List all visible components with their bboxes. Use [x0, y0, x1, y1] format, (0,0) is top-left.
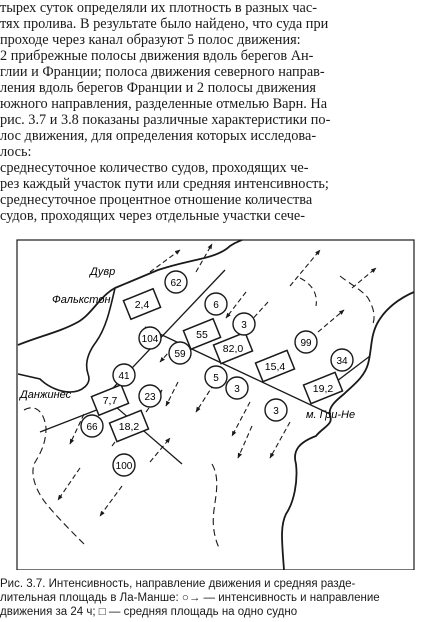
varne-shoal-contour: [212, 464, 220, 550]
area-box: [123, 289, 160, 320]
shoal-contour: [340, 276, 374, 326]
intensity-marker: [139, 327, 161, 349]
area-value: 2,4: [134, 299, 150, 311]
flow-arrow: [318, 310, 344, 332]
flow-arrow: [166, 382, 178, 406]
figure-frame: [17, 240, 414, 570]
intensity-marker: [139, 385, 161, 407]
caption-line: движения за 24 ч; □ — средняя площадь на одно судно: [0, 606, 298, 618]
intensity-marker: [265, 399, 287, 421]
intensity-value: 34: [336, 356, 348, 367]
intensity-marker: [169, 342, 191, 364]
intensity-marker: [81, 415, 103, 437]
area-box: [255, 350, 294, 381]
text-line: 2 прибрежные полосы движения вдоль берегов Ан-: [0, 48, 314, 64]
intensity-circles: [81, 271, 356, 476]
intensity-value: 23: [144, 392, 156, 403]
area-value: 15,4: [264, 361, 286, 373]
text-line: южного направления, разделенные отмелью Варн. На: [0, 96, 328, 112]
place-label-folkestone: Фалькстон: [52, 294, 111, 306]
intensity-marker: [205, 293, 227, 315]
intensity-value: 41: [118, 371, 130, 382]
flow-arrow: [196, 384, 214, 412]
place-label-gris-nez: м. Гри-Не: [306, 409, 356, 421]
caption-line: Рис. 3.7. Интенсивность, направление движения и средняя разде-: [0, 578, 356, 590]
flow-arrow: [352, 268, 376, 288]
text-line: судов, проходящих через отдельные участки сече-: [0, 208, 306, 224]
flow-arrow: [270, 422, 290, 458]
text-line: ления вдоль берегов Франции и 2 полосы движения: [0, 80, 316, 96]
area-value: 18,2: [118, 421, 140, 433]
area-value: 55: [196, 329, 208, 341]
flow-arrow: [238, 426, 252, 458]
text-line: проходе через канал образуют 5 полос движения:: [0, 32, 301, 48]
text-line: лось:: [0, 144, 32, 160]
intensity-value: 3: [241, 320, 247, 331]
intensity-value: 3: [273, 406, 279, 417]
intensity-value: 104: [141, 334, 159, 345]
text-line: рез каждый участок пути или средняя интенсивность;: [0, 176, 329, 192]
area-box: [303, 372, 342, 403]
flow-arrow: [232, 402, 250, 436]
caption-line: лительная площадь в Ла-Манше: ○→ — интенсивность и направление: [0, 592, 380, 604]
text-line: тырех суток определяли их плотность в разных час-: [0, 0, 318, 16]
intensity-marker: [233, 313, 255, 335]
intensity-marker: [113, 364, 135, 386]
text-line: среднесуточное количество судов, проходящих че-: [0, 160, 309, 176]
text-line: глии и Франции; полоса движения северного направ-: [0, 64, 325, 80]
intensity-value: 62: [170, 278, 182, 289]
intensity-marker: [165, 271, 187, 293]
text-line: лос движения, для определения которых исследова-: [0, 128, 317, 144]
intensity-value: 66: [86, 422, 98, 433]
channel-traffic-figure: [0, 232, 421, 570]
flow-arrow: [196, 244, 212, 272]
area-value: 7,7: [102, 395, 118, 407]
text-line: рис. 3.7 и 3.8 показаны различные характеристики по-: [0, 112, 331, 128]
area-box: [109, 410, 148, 441]
intensity-value: 5: [213, 373, 219, 384]
place-label-dungeness: Данжинес: [20, 389, 72, 401]
area-value: 82,0: [222, 343, 244, 355]
intensity-marker: [113, 454, 135, 476]
intensity-value: 99: [300, 338, 312, 349]
intensity-marker: [295, 331, 317, 353]
intensity-marker: [331, 349, 353, 371]
place-label-dover: Дувр: [90, 266, 116, 278]
shoal-contour: [300, 278, 316, 306]
area-value: 19,2: [312, 383, 334, 395]
text-line: тях пролива. В результате было найдено, что суда при: [0, 16, 329, 32]
flow-arrow: [58, 468, 80, 500]
text-line: среднесуточное процентное отношение количества: [0, 192, 313, 208]
intensity-value: 100: [115, 461, 133, 472]
intensity-marker: [205, 366, 227, 388]
intensity-value: 3: [234, 384, 240, 395]
intensity-value: 59: [174, 349, 186, 360]
flow-arrow: [150, 438, 170, 462]
flow-arrow: [100, 486, 122, 516]
intensity-marker: [226, 377, 248, 399]
intensity-value: 6: [213, 300, 219, 311]
area-box: [91, 385, 128, 416]
